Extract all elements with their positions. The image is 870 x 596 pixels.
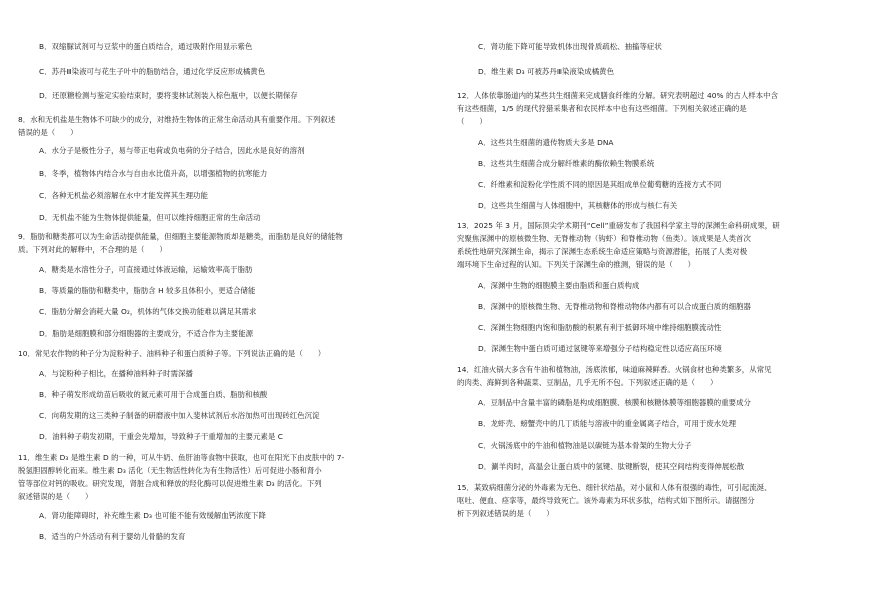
option-line: C．各种无机盐必须溶解在水中才能发挥其生理功能 (39, 191, 208, 200)
option-line: D．还原糖检测与鉴定实验结束时，要将斐林试剂装入棕色瓶中，以便长期保存 (39, 91, 298, 100)
option-line: A．肾功能障碍时，补充维生素 D₃ 也可能不能有效缓解血钙浓度下降 (39, 511, 266, 520)
question-line: 10．常见农作物的种子分为淀粉种子、油料种子和蛋白质种子等。下列说法正确的是（ ） (18, 349, 326, 358)
option-line: B．双缩脲试剂可与豆浆中的蛋白质结合，通过吸附作用显示紫色 (39, 42, 253, 51)
option-line: B．龙虾壳、螃蟹壳中的几丁质能与溶液中的重金属离子结合，可用于废水处理 (478, 419, 737, 428)
option-line: C．向萌发期的这三类种子制备的研磨液中加入斐林试剂后水浴加热可出现砖红色沉淀 (39, 411, 320, 420)
question-line: 析下列叙述错误的是（ ） (457, 509, 554, 518)
option-line: B．等质量的脂肪和糖类中，脂肪含 H 较多且体积小，更适合储能 (39, 286, 256, 295)
question-line: （ ） (457, 117, 487, 126)
option-line: A．深渊中生物的细胞膜主要由脂质和蛋白质构成 (478, 281, 640, 290)
option-line: A．糖类是水溶性分子，可直接通过体液运输，运输效率高于脂肪 (39, 265, 253, 274)
question-line: 呕吐、便血、痉挛等，最终导致死亡。该外毒素为环状多肽，结构式如下图所示。请据图分 (457, 496, 755, 505)
question-line: 脱氢胆固醇转化而来。维生素 D₃ 活化（无生物活性转化为有生物活性）后可促进小肠和肾小 (18, 466, 322, 475)
question-line: 管等部位对钙的吸收。研究发现，肾脏合成和释放的羟化酶可以促进维生素 D₃ 的活化。下列 (18, 479, 322, 488)
option-line: D．这些共生细菌与人体细胞中，其核糖体的形成与核仁有关 (478, 201, 678, 210)
question-line: 8．水和无机盐是生物体不可缺少的成分，对维持生物体的正常生命活动具有重要作用。下列叙述 (18, 115, 336, 124)
option-line: D．脂肪是细胞膜和部分细胞器的主要成分，不适合作为主要能源 (39, 329, 254, 338)
question-line: 端环境下生命过程的认知。下列关于深渊生命的推测，错误的是（ ） (457, 260, 696, 269)
option-line: A．与淀粉种子相比，在播种油料种子时需深播 (39, 369, 193, 378)
question-line: 错误的是（ ） (18, 128, 78, 137)
option-line: C．脂肪分解会消耗大量 O₂，机体的气体交换功能难以满足其需求 (39, 307, 257, 316)
option-line: D．油料种子萌发初期，干重会先增加，导致种子干重增加的主要元素是 C (39, 432, 284, 441)
question-line: 有这些细菌，1/5 的现代狩猎采集者和农民样本中也有这些细菌。下列相关叙述正确的是 (457, 104, 747, 113)
option-line: C．火锅汤底中的牛油和植物油是以碳链为基本骨架的生物大分子 (478, 441, 692, 450)
option-line: D．涮羊肉时，高温会让蛋白质中的氢键、肽键断裂，使其空间结构变得伸展松散 (478, 462, 745, 471)
option-line: D．深渊生物中蛋白质可通过氢键等来增强分子结构稳定性以适应高压环境 (478, 344, 722, 353)
question-line: 13．2025 年 3 月，国际顶尖学术期刊“Cell”重磅发布了我国科学家主导的深渊生命科研成果，研 (457, 221, 780, 230)
option-line: A．豆制品中含量丰富的磷脂是构成细胞膜、核膜和核糖体膜等细胞器膜的重要成分 (478, 398, 751, 407)
option-line: D．维生素 D₃ 可被苏丹Ⅲ染液染成橘黄色 (478, 67, 615, 76)
question-line: 11．维生素 D₃ 是维生素 D 的一种，可从牛奶、鱼肝油等食物中获取，也可在阳光下由皮肤中的 7- (18, 453, 345, 462)
question-line: 系统性地研究深渊生命，揭示了深渊生态系统生命适应策略与资源潜能，拓展了人类对极 (457, 247, 748, 256)
question-line: 究聚焦深渊中的原核微生物、无脊椎动物（钩虾）和脊椎动物（鱼类）。该成果是人类首次 (457, 234, 751, 243)
option-line: C．纤维素和淀粉化学性质不同的原因是其组成单位葡萄糖的连接方式不同 (478, 180, 722, 189)
option-line: B．种子萌发形成幼苗后吸收的氮元素可用于合成蛋白质、脂肪和核酸 (39, 390, 268, 399)
option-line: A．这些共生细菌的遗传物质大多是 DNA (478, 138, 614, 147)
question-line: 9．脂肪和糖类都可以为生命活动提供能量，但细胞主要能源物质却是糖类，而脂肪是良好的储能物 (18, 232, 343, 241)
question-line: 14．红油火锅大多含有牛油和植物油，汤底浓郁，味道麻辣鲜香。火锅食材也种类繁多，从常见 (457, 365, 772, 374)
option-line: D．无机盐不能为生物体提供能量，但可以维持细胞正常的生命活动 (39, 213, 261, 222)
option-line: B．这些共生细菌合成分解纤维素的酶依赖生物膜系统 (478, 159, 655, 168)
question-line: 质。下列对此的解释中，不合理的是（ ） (18, 245, 167, 254)
option-line: A．水分子是极性分子，易与带正电荷或负电荷的分子结合，因此水是良好的溶剂 (39, 146, 305, 155)
option-line: C．苏丹Ⅲ染液可与花生子叶中的脂肪结合，通过化学反应形成橘黄色 (39, 67, 266, 76)
question-line: 15．某致病细菌分泌的外毒素为无色、细针状结晶，对小鼠和人体有很强的毒性，可引起流涎、 (457, 483, 772, 492)
option-line: C．肾功能下降可能导致机体出现骨质疏松、抽搐等症状 (478, 42, 662, 51)
question-line: 12．人体依靠肠道内的某些共生细菌来完成膳食纤维的分解。研究表明超过 40% 的古人样本中含 (457, 91, 779, 100)
option-line: B．深渊中的原核微生物、无脊椎动物和脊椎动物体内都有可以合成蛋白质的细胞器 (478, 302, 751, 311)
question-line: 的肉类、海鲜到各种蔬菜、豆制品，几乎无所不包。下列叙述正确的是（ ） (457, 378, 718, 387)
option-line: B．适当的户外活动有利于婴幼儿骨骼的发育 (39, 532, 186, 541)
question-line: 叙述错误的是（ ） (18, 492, 93, 501)
option-line: B．冬季，植物体内结合水与自由水比值升高，以增强植物的抗寒能力 (39, 169, 268, 178)
option-line: C．深渊生物细胞内饱和脂肪酸的积累有利于抵御环境中维持细胞膜流动性 (478, 323, 722, 332)
